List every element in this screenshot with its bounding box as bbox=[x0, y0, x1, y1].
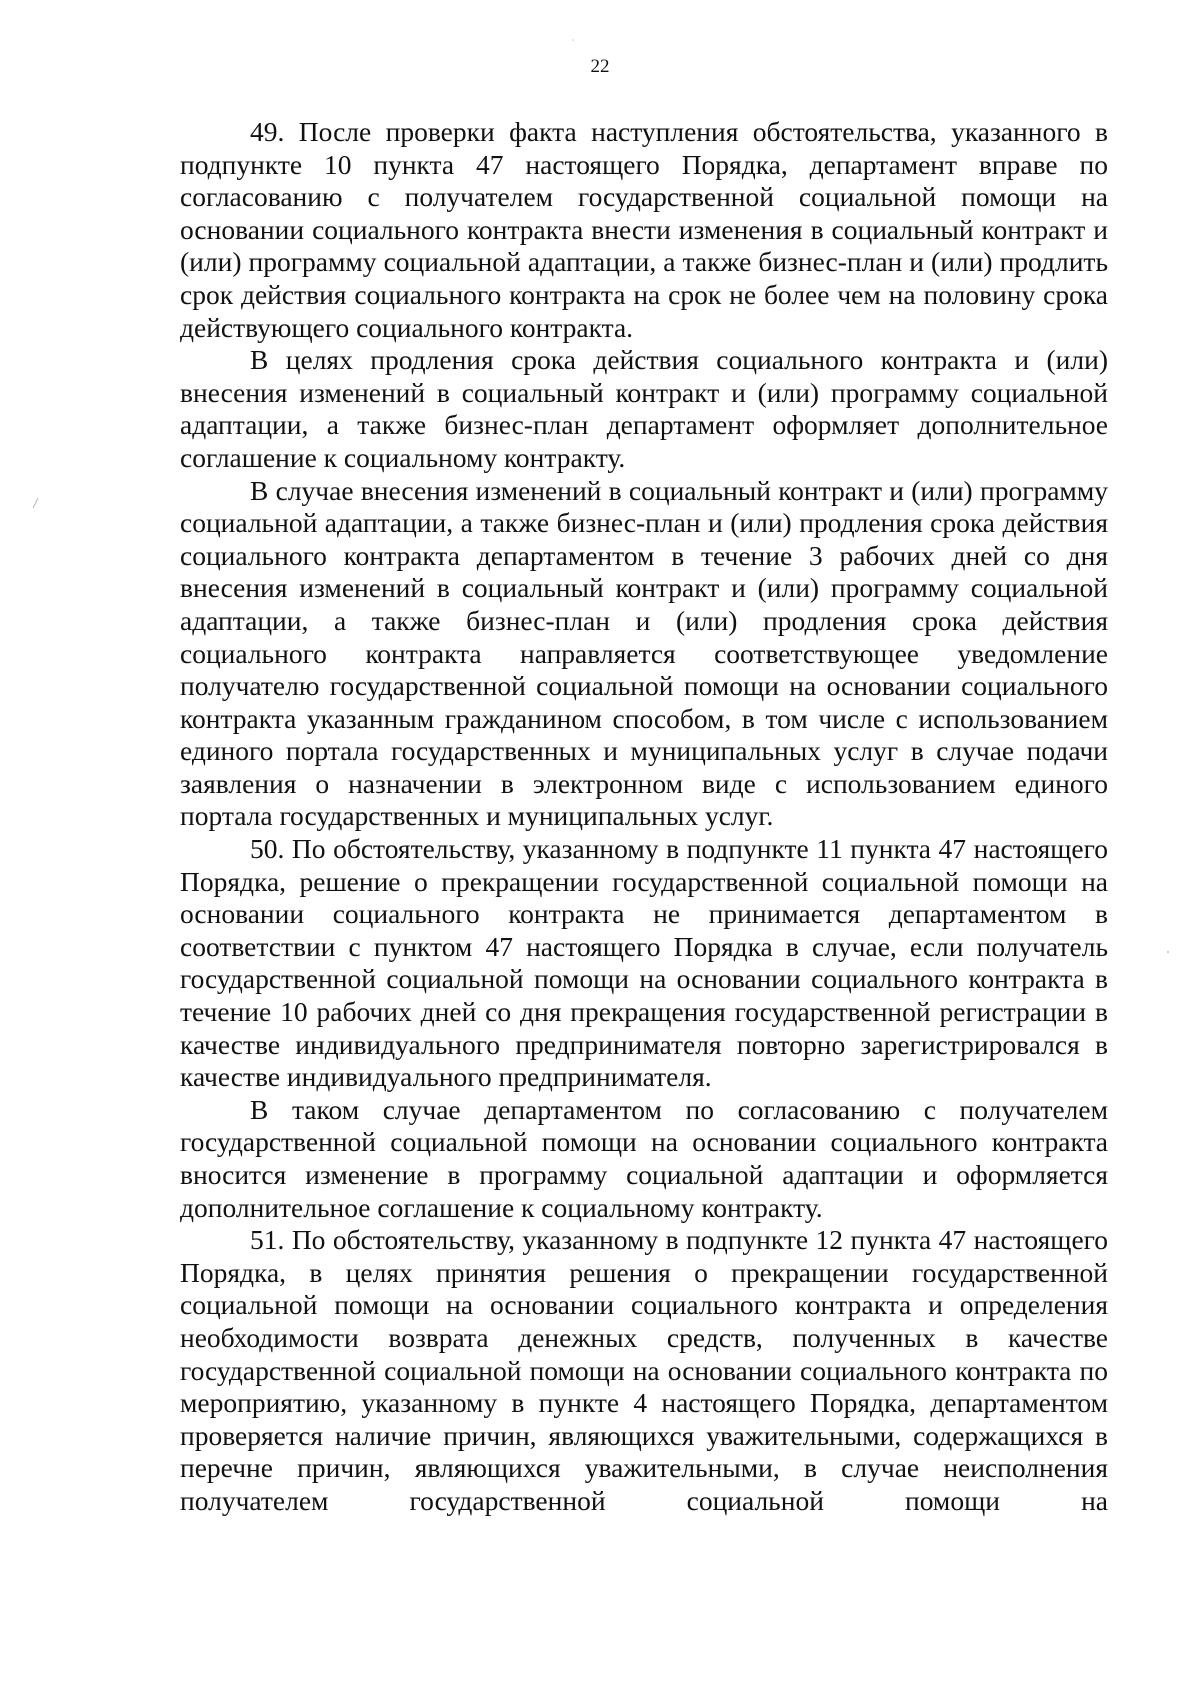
paragraph-51: 51. По обстоятельству, указанному в подпункте 12 пункта 47 настоящего Порядка, в целях принятия решения о прекращении государственной социальной помощи на основании социального контракта и определения необходимости возврата денежных средств, полученных в качестве государственной социальной помощи на основании социального контракта по мероприятию, указанному в пункте 4 настоящего Порядка, департаментом проверяется наличие причин, являющихся уважительными, содержащихся в перечне причин, являющихся уважительными, в случае неисполнения получателем государственной социальной помощи на bbox=[180, 1224, 1108, 1516]
paragraph-50: 50. По обстоятельству, указанному в подпункте 11 пункта 47 настоящего Порядка, решение о прекращении государственной социальной помощи на основании социального контракта не принимается департаментом в соответствии с пунктом 47 настоящего Порядка в случае, если получатель государственной социальной помощи на основании социального контракта в течение 10 рабочих дней со дня прекращения государственной регистрации в качестве индивидуального предпринимателя повторно зарегистрировался в качестве индивидуального предпринимателя. bbox=[180, 833, 1108, 1093]
paragraph-49-extension: В целях продления срока действия социального контракта и (или) внесения изменений в социальный контракт и (или) программу социальной адаптации, а также бизнес-план департамент оформляет дополнительное соглашение к социальному контракту. bbox=[180, 344, 1108, 473]
paragraph-49: 49. После проверки факта наступления обстоятельства, указанного в подпункте 10 пункта 47 настоящего Порядка, департамент вправе по согласованию с получателем государственной социальной помощи на основании социального контракта внести изменения в социальный контракт и (или) программу социальной адаптации, а также бизнес-план и (или) продлить срок действия социального контракта на срок не более чем на половину срока действующего социального контракта. bbox=[180, 116, 1108, 343]
paragraph-49-notification: В случае внесения изменений в социальный контракт и (или) программу социальной адаптации, а также бизнес-план и (или) продления срока действия социального контракта департаментом в течение 3 рабочих дней со дня внесения изменений в социальный контракт и (или) программу социальной адаптации, а также бизнес-план и (или) продления срока действия социального контракта направляется соответствующее уведомление получателю государственной социальной помощи на основании социального контракта указанным гражданином способом, в том числе с использованием единого портала государственных и муниципальных услуг в случае подачи заявления о назначении в электронном виде с использованием единого портала государственных и муниципальных услуг. bbox=[180, 474, 1108, 832]
paragraph-50-amendment: В таком случае департаментом по согласованию с получателем государственной социальной помощи на основании социального контракта вносится изменение в программу социальной адаптации и оформляется дополнительное соглашение к социальному контракту. bbox=[180, 1093, 1108, 1223]
page-number: 22 bbox=[590, 56, 610, 77]
document-body bbox=[180, 116, 1108, 1518]
